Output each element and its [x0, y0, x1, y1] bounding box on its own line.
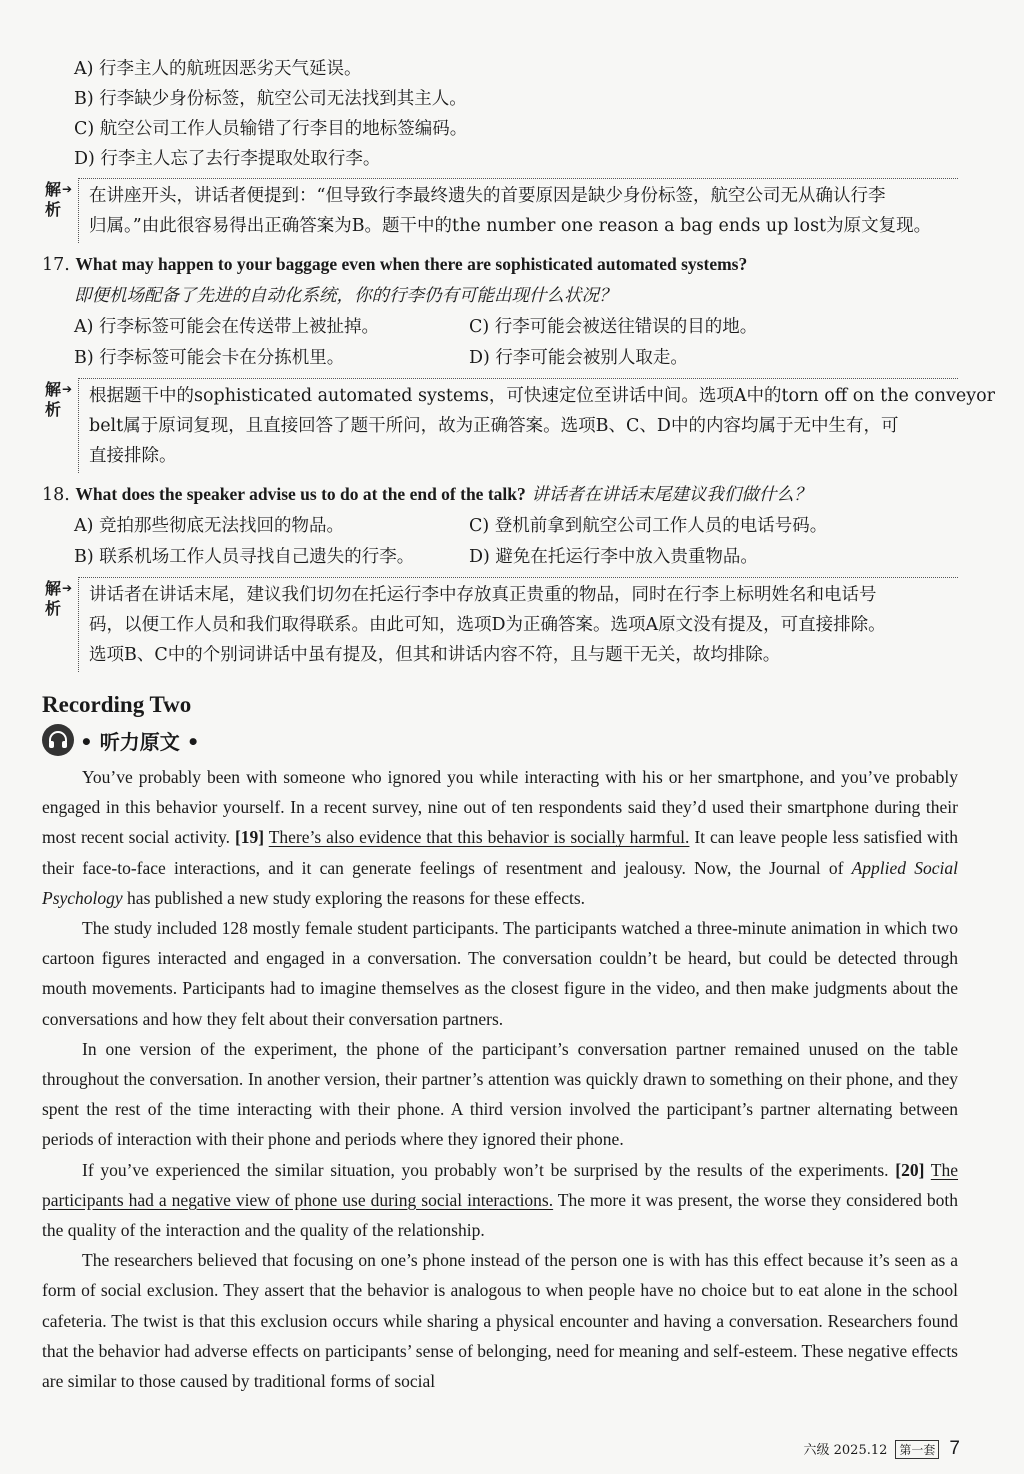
- listening-label: • 听力原文 •: [80, 729, 200, 754]
- analysis-line: 根据题干中的sophisticated automated systems，可快速定位至讲话中间。选项A中的torn off on the conveyor: [89, 386, 996, 406]
- q17-option-d: D) 行李可能会被别人取走。: [469, 348, 688, 368]
- q18-option-d: D) 避免在托运行李中放入贵重物品。: [469, 547, 758, 567]
- analysis-line: 讲话者在讲话末尾，建议我们切勿在托运行李中存放真正贵重的物品，同时在行李上标明姓名和电话号: [89, 585, 877, 605]
- question-number: 17.: [42, 255, 70, 275]
- analysis-line: 码，以便工作人员和我们取得联系。由此可知，选项D为正确答案。选项A原文没有提及，可直接排除。: [89, 615, 886, 635]
- text-span: If you’ve experienced the similar situation, you probably won’t be surprised by the results of the experiments.: [82, 1159, 896, 1180]
- q17-option-c: C) 行李可能会被送往错误的目的地。: [469, 317, 758, 337]
- section-title: Recording Two: [42, 692, 192, 717]
- q17-option-a: A) 行李标签可能会在传送带上被扯掉。: [74, 317, 380, 337]
- underlined-answer: There’s also evidence that this behavior is socially harmful.: [268, 827, 690, 848]
- arrow-icon: ➔: [62, 581, 73, 595]
- analysis-line: 归属。”由此很容易得出正确答案为B。题干中的the number one reason a bag ends up lost为原文复现。: [89, 216, 932, 236]
- q18-stem: [42, 479, 958, 511]
- arrow-icon: ➔: [62, 182, 73, 196]
- question-text: What does the speaker advise us to do at the end of the talk?: [75, 484, 526, 504]
- headphones-icon: [42, 724, 74, 756]
- q18-options-row-2: [42, 542, 958, 573]
- question-translation: 讲话者在讲话末尾建议我们做什么？: [531, 485, 812, 505]
- q18-option-a: A) 竞拍那些彻底无法找回的物品。: [74, 516, 345, 536]
- passage-paragraph-3: In one version of the experiment, the phone of the participant’s conversation partner remained unused on the table throughout the conversation. In another version, their partner’s attention was quickly drawn to something on their phone, and they spent the rest of the time interacting with their phone. A third version involved the participant’s partner alternating between periods of interaction with their phone and periods where they ignored their phone.: [42, 1038, 958, 1150]
- q17-analysis: [42, 378, 996, 473]
- listening-header: [42, 724, 958, 756]
- q18-option-c: C) 登机前拿到航空公司工作人员的电话号码。: [469, 516, 828, 536]
- text-span: The more it was present, the worse they considered both the quality of the interaction and the quality of the relationship.: [42, 1189, 958, 1241]
- q16-option-b: B) 行李缺少身份标签，航空公司无法找到其主人。: [74, 89, 467, 109]
- question-ref-20: [20]: [895, 1159, 925, 1180]
- journal-title: Applied Social Psychology: [42, 857, 958, 908]
- question-ref-19: [19]: [234, 827, 265, 848]
- passage-paragraph-5: The researchers believed that focusing on one’s phone instead of the person one is with has this effect because it’s seen as a form of social exclusion. They assert that the behavior is analogous to when people have no choice but to eat alone in the school cafeteria. The twist is that this exclusion occurs while sharing a physical encounter and having a conversation. Researchers found that the behavior had adverse effects on participants’ sense of belonging, need for meaning and self-esteem. These negative effects are similar to those caused by traditional forms of social: [42, 1250, 958, 1392]
- underlined-answer: The participants had a negative view of phone use during social interactions.: [42, 1159, 959, 1210]
- page-number: 7: [949, 1438, 960, 1459]
- question-text: What may happen to your baggage even when there are sophisticated automated systems?: [75, 254, 748, 274]
- page-footer: [804, 1438, 961, 1460]
- set-label: 第一套: [895, 1440, 939, 1459]
- q17-option-b: B) 行李标签可能会卡在分拣机里。: [74, 348, 345, 368]
- passage-paragraph-4: [42, 1155, 958, 1246]
- q16-option-c: C) 航空公司工作人员输错了行李目的地标签编码。: [74, 119, 468, 139]
- analysis-line: 在讲座开头，讲话者便提到：“但导致行李最终遗失的首要原因是缺少身份标签，航空公司无从确认行李: [89, 186, 886, 206]
- q18-option-b: B) 联系机场工作人员寻找自己遗失的行李。: [74, 547, 415, 567]
- q16-analysis: [42, 178, 958, 243]
- analysis-label: 解析: [44, 579, 61, 618]
- analysis-line: belt属于原词复现，且直接回答了题干所问，故为正确答案。选项B、C、D中的内容均属于无中生有，可: [89, 416, 899, 436]
- question-number: 18.: [42, 485, 70, 505]
- text-span: It can leave people less satisfied with their face-to-face interactions, and it can generate feelings of resentment and jealousy. Now, the Journal of: [42, 827, 958, 878]
- q17-options-row-2: [42, 343, 958, 374]
- q16-option-a: A) 行李主人的航班因恶劣天气延误。: [74, 59, 362, 79]
- text-span: has published a new study exploring the reasons for these effects.: [122, 887, 586, 908]
- q17-translation: 即便机场配备了先进的自动化系统，你的行李仍有可能出现什么状况？: [74, 286, 617, 306]
- document-page: [42, 54, 996, 1396]
- text-span: You’ve probably been with someone who ignored you while interacting with his or her smartphone, and you’ve probably engaged in this behavior yourself. In a recent survey, nine out of ten respondents said they’d used their smartphone during their most recent social activity.: [42, 767, 958, 848]
- passage-paragraph-2: The study included 128 mostly female student participants. The participants watched a three-minute animation in which two cartoon figures interacted and engaged in a conversation. The conversation couldn’t be heard, but could be detected through mouth movements. Participants had to imagine themselves as the closest figure in the video, and then make judgments about the conversations and how they felt about their conversation partners.: [42, 918, 958, 1029]
- analysis-label: 解析: [44, 380, 61, 419]
- q17-options-row-1: [42, 312, 958, 343]
- q17-stem: [42, 249, 958, 281]
- analysis-label: 解析: [44, 180, 61, 219]
- passage-paragraph-1: [42, 762, 958, 913]
- edition-label: 六级 2025.12: [803, 1443, 888, 1458]
- analysis-line: 选项B、C中的个别词讲话中虽有提及，但其和讲话内容不符，且与题干无关，故均排除。: [89, 645, 781, 665]
- q18-analysis: [42, 577, 958, 672]
- arrow-icon: ➔: [62, 382, 73, 396]
- q16-option-d: D) 行李主人忘了去行李提取处取行李。: [74, 149, 381, 169]
- analysis-line: 直接排除。: [89, 446, 177, 466]
- q18-options-row-1: [42, 511, 958, 542]
